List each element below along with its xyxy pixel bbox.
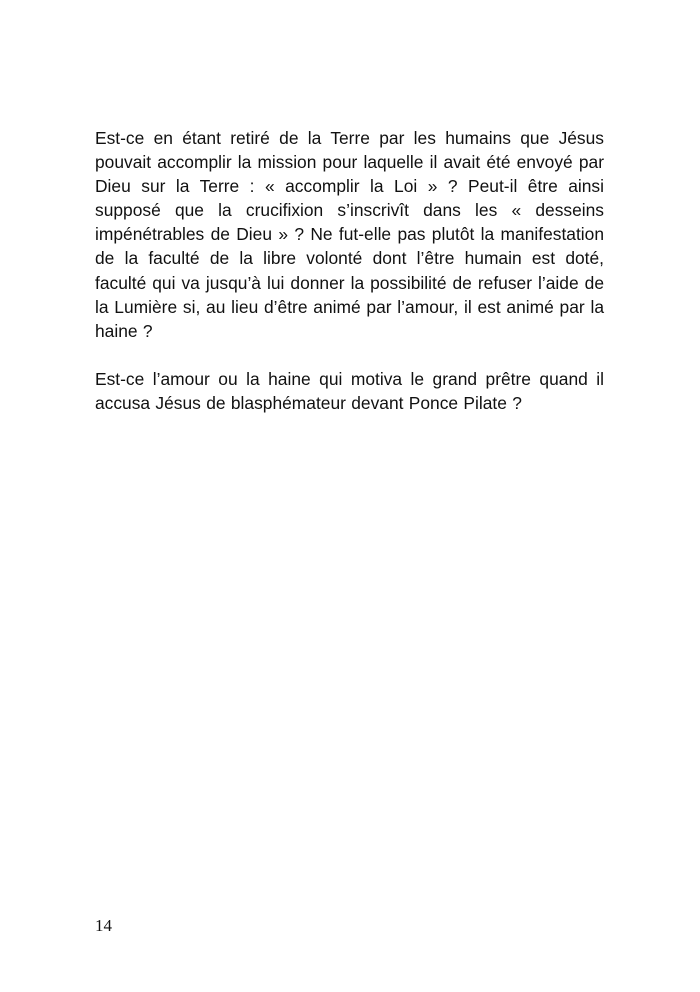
body-text	[95, 126, 604, 415]
paragraph-1: Est-ce en étant retiré de la Terre par les humains que Jésus pouvait accomplir la mission pour laquelle il avait été envoyé par Dieu sur la Terre : « accomplir la Loi » ? Peut-il être ainsi supposé que la crucifixion s’inscrivît dans les « desseins impénétrables de Dieu » ? Ne fut-elle pas plutôt la manifestation de la faculté de la libre volonté dont l’être humain est doté, faculté qui va jusqu’à lui donner la possibilité de refuser l’aide de la Lumière si, au lieu d’être animé par l’amour, il est animé par la haine ?	[95, 128, 604, 341]
paragraph-2: Est-ce l’amour ou la haine qui motiva le grand prêtre quand il accusa Jésus de blasphémateur devant Ponce Pilate ?	[95, 368, 604, 413]
page-number: 14	[95, 916, 112, 935]
